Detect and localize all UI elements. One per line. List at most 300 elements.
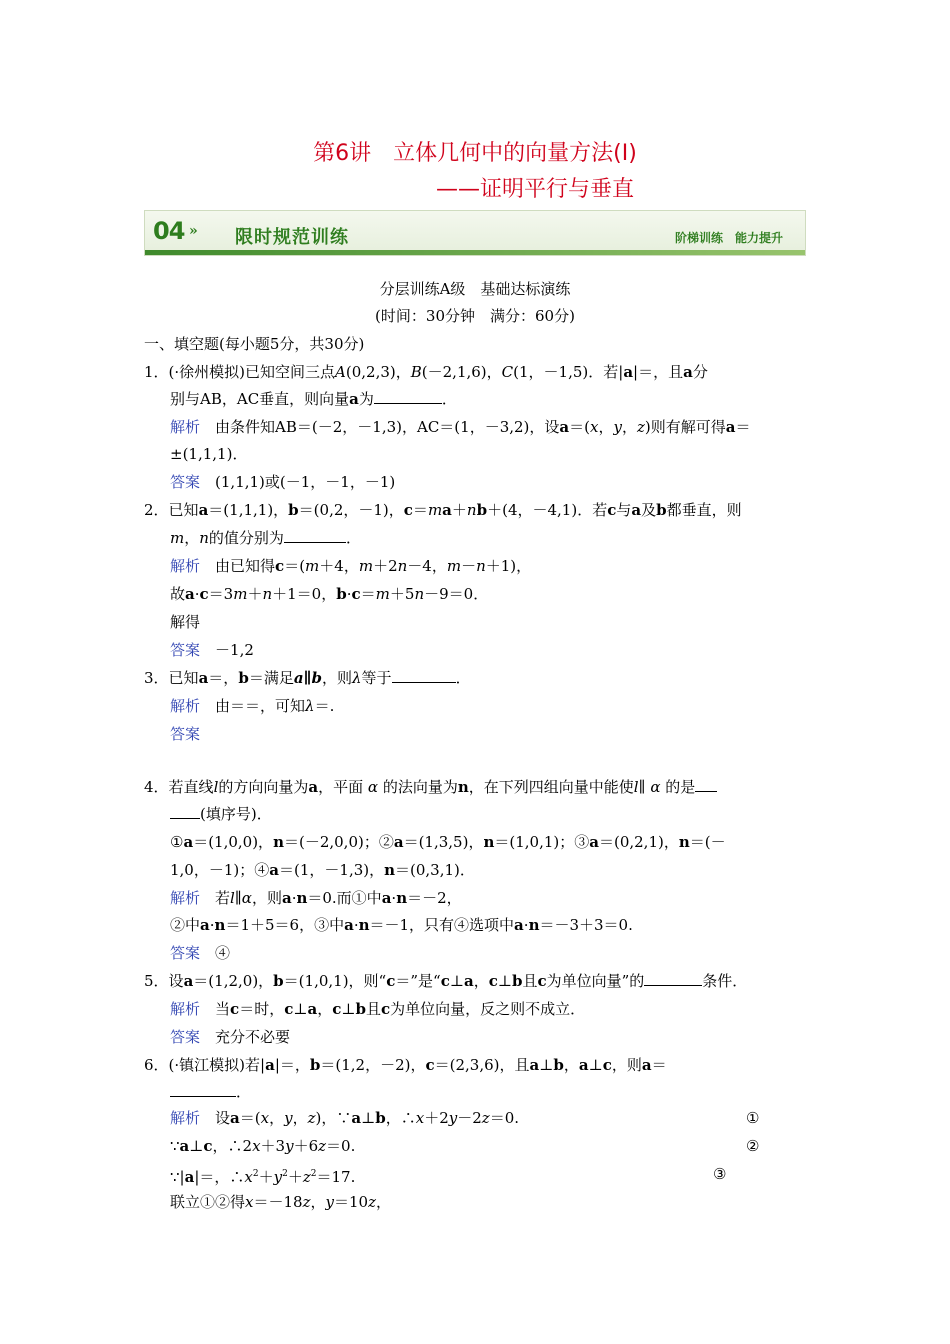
text-run: (·镇江模拟)若| — [168, 1056, 266, 1074]
section-meta: (时间：30分钟 满分：60分) — [375, 307, 575, 325]
equation-marker-3: ③ — [713, 1165, 727, 1183]
text-run: a — [442, 501, 452, 519]
answer-blank — [170, 1082, 236, 1097]
text-run: 当 — [215, 1000, 231, 1018]
text-run: a — [589, 833, 599, 851]
text-run: ＋3 — [260, 1137, 286, 1155]
text-run: 都垂直，则 — [666, 501, 742, 519]
text-run: a — [393, 833, 404, 851]
text-run: ＝( — [284, 557, 306, 575]
lecture-subtitle: ——证明平行与垂直 — [435, 177, 634, 202]
text-run: 与 — [616, 501, 632, 519]
text-run: ＋6 — [293, 1137, 319, 1155]
answer-label: 答案 — [170, 473, 201, 491]
text-run: 6． — [144, 1056, 169, 1074]
text-run: b — [375, 1109, 386, 1127]
text-run: ． — [345, 529, 361, 547]
solution-6-line-3 — [170, 1164, 355, 1187]
text-run: x — [245, 1193, 254, 1211]
text-run: ＝(1，－1,3)， — [279, 861, 385, 879]
text-run: ⊥ — [293, 1000, 308, 1018]
question-3-line-1 — [144, 668, 471, 688]
text-run: 由＝＝，可知 — [215, 697, 306, 715]
answer-blank — [644, 971, 702, 986]
text-run: n — [466, 501, 477, 519]
text-run: a — [198, 501, 209, 519]
text-run: x — [244, 1168, 253, 1186]
text-run: ＝(0,2,1)， — [598, 833, 679, 851]
text-run: z — [368, 1193, 376, 1211]
text-run: 为单位向量，反之则不成立． — [390, 1000, 586, 1018]
text-run: c — [488, 972, 498, 990]
text-run: ，则 — [322, 669, 353, 687]
text-run: (1，－1,5)．若| — [513, 363, 624, 381]
text-run: ． — [236, 1083, 252, 1101]
solution-1-line-2: ±(1,1,1)． — [170, 445, 248, 463]
text-run: a — [463, 972, 474, 990]
text-run: 2 — [252, 1169, 259, 1179]
text-run: λ — [352, 669, 362, 687]
text-run: － — [461, 557, 477, 575]
text-run: ＋5 — [389, 585, 415, 603]
text-run: n — [396, 889, 408, 907]
text-run: n — [214, 916, 226, 934]
section-heading: 一、填空题(每小题5分，共30分) — [144, 335, 365, 353]
text-run: ， — [473, 972, 489, 990]
text-run: a — [514, 916, 524, 934]
text-run: ＝－3＋3＝0. — [539, 916, 633, 934]
text-run: ＝ — [412, 501, 428, 519]
text-run: ④ — [215, 944, 231, 962]
text-run: 联立①②得 — [170, 1193, 246, 1211]
text-run: ＝ — [651, 1056, 667, 1074]
text-run: b — [288, 501, 299, 519]
text-run: 解析 — [170, 1109, 201, 1127]
text-run: ⊥ — [497, 972, 512, 990]
text-run: n — [199, 529, 209, 547]
text-run: 分 — [692, 363, 708, 381]
text-run: n — [384, 861, 396, 879]
solution-2-line-2 — [170, 584, 488, 604]
text-run: c — [607, 501, 617, 519]
text-run: ，则 — [251, 889, 282, 907]
text-run: l — [230, 889, 235, 907]
text-run: (1,1,1)或(－1，－1，－1) — [215, 473, 396, 491]
text-run: ⊥ — [539, 1056, 554, 1074]
question-4-line-1 — [144, 777, 717, 797]
text-run: z — [481, 1109, 490, 1127]
text-run: y — [325, 1193, 334, 1211]
text-run: ， — [375, 1193, 391, 1211]
text-run: · — [391, 889, 397, 907]
solution-4-line-2 — [170, 915, 633, 935]
text-run: a — [641, 1056, 652, 1074]
text-run: 3． — [144, 669, 169, 687]
question-1-line-1 — [144, 362, 708, 382]
text-run: 已知 — [168, 669, 199, 687]
question-6-line-2 — [170, 1082, 251, 1102]
text-run: )则有解可得 — [644, 418, 726, 436]
text-run: ＋2 — [373, 557, 398, 575]
text-run: ∵ — [170, 1137, 180, 1155]
text-run: x — [252, 1137, 261, 1155]
text-run: ，∴ — [385, 1109, 416, 1127]
text-run: ⊥ — [449, 972, 464, 990]
text-run: a — [308, 778, 319, 796]
text-run: a — [529, 1056, 540, 1074]
text-run: ，∴2 — [212, 1137, 253, 1155]
text-run: 若 — [215, 889, 231, 907]
text-run: 已知 — [168, 501, 199, 519]
banner-number: 04 — [153, 217, 185, 245]
text-run: ＋1)， — [485, 557, 532, 575]
text-run: ＝3 — [208, 585, 234, 603]
text-run: b — [273, 972, 284, 990]
answer-5 — [170, 1027, 290, 1047]
text-run: a — [559, 418, 570, 436]
text-run: c — [203, 1137, 213, 1155]
text-run: 解析 — [170, 1000, 201, 1018]
text-run: n — [414, 585, 425, 603]
text-run: ＝0. — [489, 1109, 520, 1127]
text-run: z — [636, 418, 645, 436]
text-run: ＝(0,2，－1)， — [298, 501, 404, 519]
answer-4 — [170, 943, 230, 963]
text-run: · — [209, 916, 215, 934]
text-run: 等于 — [361, 669, 392, 687]
text-run: ＝( — [239, 1109, 261, 1127]
text-run: )，∵ — [315, 1109, 352, 1127]
text-run: c — [380, 1000, 391, 1018]
text-run: c — [537, 972, 547, 990]
answer-blank — [695, 777, 717, 792]
text-run: ＝(1,2,0)， — [193, 972, 274, 990]
solution-6-line-4 — [170, 1192, 391, 1212]
text-run: 由条件知AB＝(－2，－1,3)，AC＝(1，－3,2)，设 — [215, 418, 560, 436]
text-run: 5． — [144, 972, 169, 990]
text-run: (－2,1,6)， — [421, 363, 502, 381]
text-run: c — [425, 1056, 435, 1074]
text-run: 答案 — [170, 725, 201, 743]
text-run: n — [457, 778, 469, 796]
text-run: a — [725, 418, 736, 436]
text-run: a — [349, 390, 359, 408]
text-run: 2． — [144, 501, 169, 519]
text-run: b — [311, 669, 323, 687]
text-run: ， — [184, 529, 200, 547]
text-run: y — [285, 1137, 294, 1155]
text-run: 的是 — [665, 778, 696, 796]
text-run: a — [230, 1109, 240, 1127]
text-run: 2 — [310, 1169, 317, 1179]
solution-4-line-1 — [170, 888, 462, 908]
text-run: ① — [170, 833, 184, 851]
text-run: c — [230, 1000, 240, 1018]
text-run: 答案 — [170, 944, 201, 962]
lecture-title: 第6讲 立体几何中的向量方法(Ⅰ) — [313, 141, 637, 166]
text-run: a — [269, 861, 279, 879]
text-run: a — [184, 1168, 195, 1186]
text-run: y — [613, 418, 622, 436]
text-run: ， — [292, 1109, 308, 1127]
text-run: ＋ — [258, 1168, 274, 1186]
text-run: b — [309, 1056, 321, 1074]
section-banner — [144, 210, 806, 256]
text-run: 充分不必要 — [215, 1028, 291, 1046]
text-run: 设 — [215, 1109, 231, 1127]
text-run: 答案 — [170, 1028, 201, 1046]
text-run: z — [302, 1193, 311, 1211]
text-run: ＝. — [314, 697, 335, 715]
text-run: a — [293, 669, 304, 687]
text-run: b — [553, 1056, 564, 1074]
text-run: c — [275, 557, 285, 575]
solution-2-line-3: 解得 — [170, 613, 201, 631]
text-run: ， — [598, 418, 614, 436]
text-run: a — [344, 916, 354, 934]
text-run: c — [440, 972, 450, 990]
text-run: a — [198, 669, 209, 687]
text-run: n — [296, 889, 308, 907]
text-run: · — [523, 916, 529, 934]
text-run: a — [185, 585, 195, 603]
text-run: ＝(1,0,0)， — [193, 833, 274, 851]
answer-blank — [284, 528, 346, 543]
text-run: A — [335, 363, 346, 381]
text-run: 解析 — [170, 889, 201, 907]
text-run: (·徐州模拟)已知空间三点 — [168, 363, 336, 381]
solution-2-line-1 — [170, 556, 531, 576]
text-run: ＝(1,0,1)；③ — [494, 833, 590, 851]
text-run: α — [241, 889, 252, 907]
text-run: m — [358, 557, 374, 575]
text-run: 若直线 — [168, 778, 214, 796]
text-run: a — [183, 972, 194, 990]
text-run: λ — [305, 697, 315, 715]
text-run: c — [332, 1000, 342, 1018]
text-run: ＝17. — [316, 1168, 356, 1186]
text-run: 别与AB，AC垂直，则向量 — [170, 390, 350, 408]
question-6-line-1 — [144, 1055, 667, 1075]
text-run: |＝，∴ — [194, 1168, 245, 1186]
text-run: m — [446, 557, 462, 575]
text-run: x — [260, 1109, 270, 1127]
text-run: ＝(0,3,1)． — [395, 861, 475, 879]
text-run: n — [483, 833, 495, 851]
text-run: n — [358, 916, 370, 934]
text-run: a — [351, 1109, 362, 1127]
text-run: ＋ — [287, 1168, 303, 1186]
text-run: ＝(1,3,5)， — [403, 833, 484, 851]
text-run: ， — [621, 418, 637, 436]
text-run: |＝，且 — [633, 363, 684, 381]
solution-5 — [170, 999, 585, 1019]
text-run: ⊥ — [361, 1109, 376, 1127]
text-run: ， — [563, 1056, 579, 1074]
text-run: ，平面 — [318, 778, 364, 796]
text-run: ∥ — [234, 889, 242, 907]
solution-6-line-2 — [170, 1136, 355, 1156]
text-run: 由已知得 — [215, 557, 276, 575]
text-run: b — [238, 669, 249, 687]
question-5-line-1 — [144, 971, 747, 991]
text-run: 且 — [365, 1000, 381, 1018]
text-run: 且 — [522, 972, 538, 990]
text-run: m — [427, 501, 443, 519]
text-run: c — [602, 1056, 612, 1074]
text-run: 条件． — [702, 972, 748, 990]
text-run: 2 — [282, 1169, 288, 1179]
text-run: ，则 — [611, 1056, 642, 1074]
text-run: m — [305, 557, 320, 575]
text-run: ＋ — [247, 585, 263, 603]
text-run: · — [291, 889, 297, 907]
section-title: 分层训练A级 基础达标演练 — [379, 280, 571, 298]
text-run: ∵| — [170, 1168, 185, 1186]
text-run: ． — [455, 669, 471, 687]
question-4-line-2 — [170, 804, 272, 824]
text-run: ＝(1,2，－2)， — [320, 1056, 426, 1074]
text-run: a — [281, 889, 292, 907]
text-run: y — [448, 1109, 458, 1127]
question-4-line-3 — [170, 832, 726, 852]
text-run: 设 — [168, 972, 184, 990]
text-run: ＝0.而①中 — [307, 889, 382, 907]
text-run: ⊥ — [341, 1000, 356, 1018]
solution-6-line-1 — [170, 1108, 519, 1128]
text-run: ＝ — [735, 418, 751, 436]
text-run: n — [476, 557, 486, 575]
text-run: 的法向量为 — [382, 778, 458, 796]
text-run: ＝－2， — [407, 889, 462, 907]
answer-blank — [392, 668, 456, 683]
text-run: b — [656, 501, 667, 519]
text-run: 的值分别为 — [208, 529, 284, 547]
answer-blank — [374, 389, 442, 404]
text-run: 答案 — [170, 641, 201, 659]
text-run: －1,2 — [215, 641, 254, 659]
text-run: ＝(－ — [689, 833, 726, 851]
text-run: n — [397, 557, 408, 575]
text-run: 为单位向量”的 — [546, 972, 645, 990]
text-run: ． — [441, 390, 457, 408]
banner-underline — [145, 250, 805, 255]
text-run: m — [170, 529, 185, 547]
text-run: －4， — [407, 557, 447, 575]
text-run: c — [403, 501, 413, 519]
text-run: 故 — [170, 585, 186, 603]
text-run: b — [355, 1000, 366, 1018]
text-run: b — [336, 585, 347, 603]
answer-2 — [170, 640, 254, 660]
question-1-line-2 — [170, 389, 457, 409]
text-run: · — [346, 585, 352, 603]
text-run: ＋ — [451, 501, 467, 519]
text-run: 4． — [144, 778, 169, 796]
text-run: a — [578, 1056, 589, 1074]
text-run: a — [683, 363, 693, 381]
answer-1 — [170, 472, 395, 492]
text-run: ， — [310, 1193, 326, 1211]
text-run: a — [307, 1000, 318, 1018]
text-run: ＝－18 — [253, 1193, 303, 1211]
text-run: ＝时， — [239, 1000, 285, 1018]
text-run: ， — [269, 1109, 285, 1127]
text-run: a — [381, 889, 392, 907]
text-run: x — [415, 1109, 425, 1127]
text-run: ＝( — [569, 418, 590, 436]
text-run: a — [200, 916, 210, 934]
text-run: ＋(4，－4,1)．若 — [487, 501, 608, 519]
text-run: l — [633, 778, 639, 796]
text-run: 解析 — [170, 557, 201, 575]
text-run: ＝(2,3,6)，且 — [434, 1056, 530, 1074]
banner-label: 限时规范训练 — [235, 227, 349, 248]
text-run: ＋2 — [424, 1109, 449, 1127]
text-run: z — [307, 1109, 316, 1127]
text-run: · — [353, 916, 359, 934]
text-run: ＝”是“ — [395, 972, 441, 990]
text-run: ＝10 — [333, 1193, 369, 1211]
text-run: B — [410, 363, 422, 381]
text-run: ＋1＝0， — [272, 585, 337, 603]
analysis-label: 解析 — [170, 418, 201, 436]
text-run: ＝， — [208, 669, 239, 687]
text-run: (0,2,3)， — [345, 363, 411, 381]
text-run: a — [179, 1137, 190, 1155]
text-run: ②中 — [170, 916, 201, 934]
text-run: n — [528, 916, 540, 934]
text-run: ＋4， — [319, 557, 359, 575]
text-run: ， — [317, 1000, 333, 1018]
text-run: x — [590, 418, 599, 436]
answer-3 — [170, 724, 200, 744]
question-2-line-2 — [170, 528, 361, 548]
solution-3 — [170, 696, 334, 716]
question-4-line-4 — [170, 860, 475, 880]
question-2-line-1 — [144, 500, 742, 520]
text-run: ＝－1，只有④选项中 — [369, 916, 515, 934]
text-run: ＝(1,1,1)， — [208, 501, 289, 519]
text-run: －2 — [457, 1109, 482, 1127]
text-run: n — [262, 585, 273, 603]
text-run: ⊥ — [189, 1137, 204, 1155]
text-run: c — [386, 972, 396, 990]
text-run: ＝0. — [326, 1137, 356, 1155]
text-run: －9＝0． — [424, 585, 489, 603]
text-run: ⊥ — [588, 1056, 603, 1074]
text-run: m — [233, 585, 248, 603]
text-run: b — [511, 972, 523, 990]
text-run: a — [623, 363, 634, 381]
text-run: 的方向向量为 — [218, 778, 309, 796]
text-run: b — [476, 501, 488, 519]
text-run: a — [183, 833, 194, 851]
text-run: 解析 — [170, 697, 201, 715]
text-run: α — [650, 778, 661, 796]
text-run: ∥ — [303, 669, 312, 687]
text-run: ，在下列四组向量中能使 — [468, 778, 634, 796]
text-run: c — [284, 1000, 294, 1018]
solution-1-line-1 — [170, 417, 751, 437]
equation-marker-2: ② — [746, 1137, 760, 1155]
text-run: ＝ — [360, 585, 376, 603]
text-run: l — [213, 778, 219, 796]
text-run: y — [284, 1109, 293, 1127]
text-run: ＝(－2,0,0)；② — [283, 833, 394, 851]
equation-marker-1: ① — [746, 1109, 760, 1127]
text-run: ＝满足 — [248, 669, 294, 687]
